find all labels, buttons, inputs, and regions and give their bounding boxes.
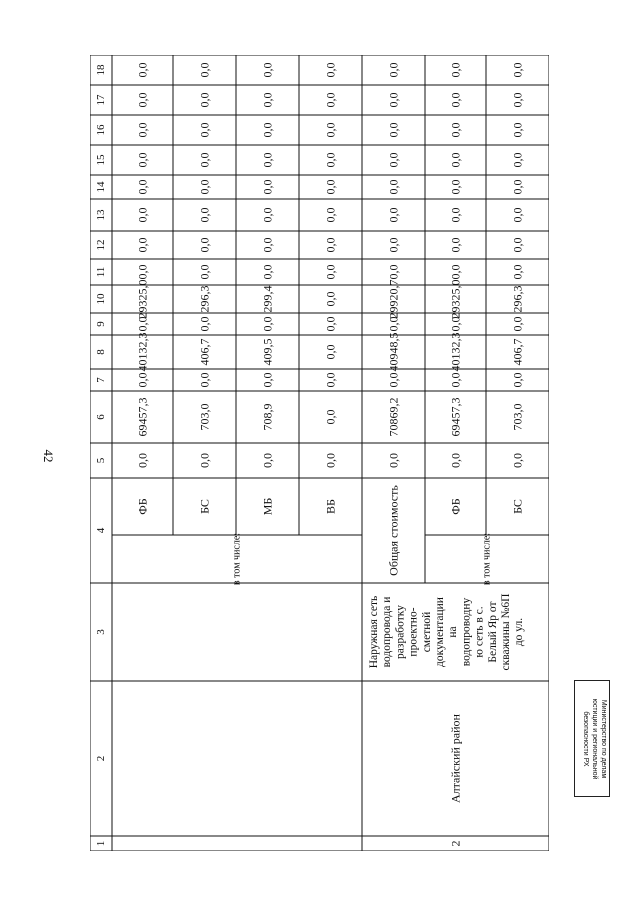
cell-value: 0,0 [260,62,275,78]
header-number: 4 [95,527,107,534]
total-value: 0,0 [386,152,401,168]
cell-value: 406,7 [510,338,525,366]
total-value: 0,0 [386,207,401,223]
total-value: 29920,7 [386,279,401,319]
fund-label: ВБ [323,499,338,514]
ministry-stamp [574,680,610,797]
fund-label: ФБ [135,498,150,515]
in-that-number-label: в том числе: [231,532,243,586]
cell-value: 0,0 [197,152,212,168]
cell-value: 0,0 [510,207,525,223]
cell-value: 0,0 [448,237,463,253]
header-number: 8 [95,349,107,355]
cell-value: 0,0 [135,264,150,280]
cell-value: 0,0 [197,92,212,108]
header-number: 9 [95,321,107,327]
cell-value: 0,0 [448,92,463,108]
object-description-line: ю сеть в с. [473,606,486,658]
cell-value: 0,0 [510,152,525,168]
object-description-line: Белый Яр от [486,601,499,663]
cell-value: 40132,3 [135,332,150,372]
header-number: 17 [95,94,107,106]
stamp-line: безопасности РХ [582,710,589,767]
cell-value: 296,3 [510,285,525,313]
object-description-line: сметной [420,611,433,653]
fund-label: ФБ [448,498,463,515]
cell-value: 0,0 [197,316,212,332]
object-description-line: разработку [394,605,407,659]
cell-value: 0,0 [448,316,463,332]
cell-value: 0,0 [448,62,463,78]
cell-value: 0,0 [510,237,525,253]
cell-value: 0,0 [260,179,275,195]
rotated-table-sheet [90,55,549,851]
cell-value: 0,0 [448,264,463,280]
header-number: 5 [95,457,107,464]
object-description-line: до ул. [513,617,526,647]
total-value: 0,0 [386,122,401,138]
cell-value: 0,0 [510,179,525,195]
cell-value: 0,0 [197,453,212,468]
cell-value: 29325,0 [448,279,463,319]
header-number: 7 [95,377,107,383]
header-number: 2 [95,755,107,762]
cell-value: 0,0 [260,372,275,388]
cell-value: 299,4 [260,285,275,313]
cell-value: 296,3 [197,285,212,313]
cell-value: 0,0 [197,264,212,280]
total-value: 0,0 [386,264,401,280]
cell-value: 0,0 [135,152,150,168]
cell-value: 0,0 [197,372,212,388]
cell-value: 0,0 [260,316,275,332]
cell-value: 0,0 [323,316,338,332]
total-value: 0,0 [386,453,401,468]
cell-value: 409,5 [260,338,275,366]
cell-value: 0,0 [260,237,275,253]
total-value: 0,0 [386,179,401,195]
header-number: 1 [95,840,107,847]
in-that-number-label: в том числе: [481,532,493,586]
object-description-line: на [447,626,460,638]
object-description-line: скважины №6П [500,593,512,671]
total-value: 0,0 [386,62,401,78]
cell-value: 0,0 [197,62,212,78]
total-cost-label: Общая стоимость [386,485,401,576]
cell-value: 0,0 [197,122,212,138]
cell-value: 0,0 [135,372,150,388]
cell-value: 0,0 [323,291,338,307]
header-number: 12 [95,239,107,251]
cell-value: 40132,3 [448,332,463,372]
header-number: 14 [95,181,107,193]
total-value: 70869,2 [386,397,401,437]
cell-value: 0,0 [197,179,212,195]
cell-value: 0,0 [135,92,150,108]
cell-value: 0,0 [323,152,338,168]
object-description-line: водопроводну [460,597,473,667]
cell-value: 0,0 [510,453,525,468]
header-number: 10 [95,293,107,305]
object-description-line: проектно- [407,607,420,657]
cell-value: 0,0 [135,207,150,223]
cell-value: 0,0 [323,409,338,425]
cell-value: 0,0 [323,62,338,78]
total-value: 0,0 [386,372,401,388]
cell-value: 0,0 [135,316,150,332]
cell-value: 0,0 [323,372,338,388]
cell-value: 0,0 [510,264,525,280]
header-number: 11 [95,266,107,278]
cell-value: 0,0 [448,453,463,468]
total-value: 40948,5 [386,332,401,372]
cell-value: 0,0 [323,207,338,223]
cell-value: 708,9 [260,403,275,431]
cell-value: 0,0 [260,453,275,468]
cell-value: 0,0 [448,152,463,168]
total-value: 0,0 [386,316,401,332]
fund-label: МБ [260,497,275,516]
fund-label: БС [510,499,525,514]
cell-value: 0,0 [448,207,463,223]
cell-value: 0,0 [510,122,525,138]
cell-value: 0,0 [323,453,338,468]
cell-value: 0,0 [448,179,463,195]
cell-value: 0,0 [448,372,463,388]
cell-value: 0,0 [323,179,338,195]
cell-value: 0,0 [323,92,338,108]
district-name: Алтайский район [448,714,463,803]
header-number: 13 [95,209,107,221]
cell-value: 703,0 [197,403,212,431]
fund-label: БС [197,499,212,514]
cell-value: 0,0 [510,372,525,388]
cell-value: 0,0 [260,264,275,280]
total-value: 0,0 [386,237,401,253]
header-number: 6 [95,414,107,420]
cell-value: 0,0 [323,264,338,280]
total-value: 0,0 [386,92,401,108]
cell-value: 0,0 [260,207,275,223]
header-number: 18 [95,64,107,76]
cell-value: 0,0 [323,122,338,138]
cell-value: 0,0 [135,179,150,195]
cell-value: 0,0 [323,344,338,360]
cell-value: 0,0 [510,62,525,78]
cell-value: 0,0 [323,237,338,253]
cell-value: 703,0 [510,403,525,431]
cell-value: 406,7 [197,338,212,366]
cell-value: 0,0 [135,122,150,138]
cell-value: 0,0 [260,122,275,138]
cell-value: 0,0 [135,62,150,78]
cell-value: 0,0 [510,92,525,108]
cell-value: 29325,0 [135,279,150,319]
cell-value: 0,0 [197,207,212,223]
header-number: 15 [95,154,107,166]
object-description-line: Наружная сеть [368,595,380,669]
header-number: 16 [95,124,107,136]
cell-value: 69457,3 [448,397,463,437]
object-description-line: документации [434,597,446,667]
cell-value: 0,0 [510,316,525,332]
budget-table [90,55,549,851]
object-description-line: водопровода и [381,596,394,668]
row-index: 2 [448,840,463,847]
page-number: 42 [41,449,56,463]
cell-value: 0,0 [135,453,150,468]
cell-value: 69457,3 [135,397,150,437]
stamp-line: Министерство по делам [600,699,607,778]
header-number: 3 [95,629,107,635]
table-grid [90,55,549,851]
cell-value: 0,0 [260,152,275,168]
cell-value: 0,0 [197,237,212,253]
cell-value: 0,0 [448,122,463,138]
stamp-line: юстиции и региональной [591,698,598,779]
cell-value: 0,0 [135,237,150,253]
cell-value: 0,0 [260,92,275,108]
